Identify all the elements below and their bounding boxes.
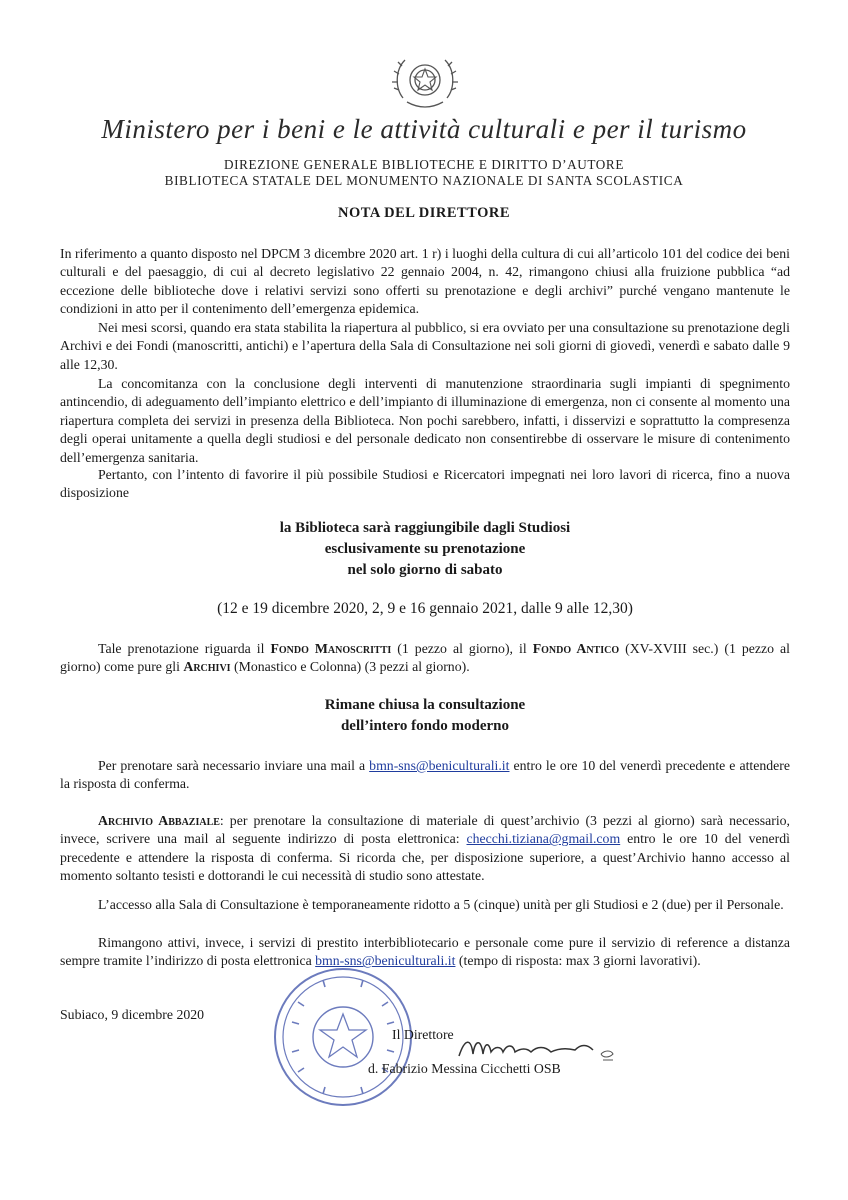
signer-name: d. Fabrizio Messina Cicchetti OSB	[368, 1061, 561, 1076]
text-span: (Monastico e Colonna) (3 pezzi al giorno).	[230, 659, 470, 675]
text-span: : per prenotare la consultazione di materiale di quest’archivio (3 pezzi al giorno) sarà necessario, invece, scrivere una mail al seguente indirizzo di posta elettronica:	[60, 813, 790, 847]
paragraph-previous-months: Nei mesi scorsi, quando era stata stabilita la riapertura al pubblico, si era ovviato per una consultazione su prenotazione degli Archivi e dei Fondi (manoscritti, antichi) e l’apertura della Sala di Consultazione nei soli giorni di giovedì, venerdì e sabato dalle 9 alle 12,30.	[60, 320, 790, 372]
email-link-bmn[interactable]: bmn-sns@beniculturali.it	[369, 758, 510, 773]
paragraph-dpcm: In riferimento a quanto disposto nel DPCM 3 dicembre 2020 art. 1 r) i luoghi della cultura di cui all’articolo 101 del codice dei beni culturali e del paesaggio, di cui al decreto legislativo 22 gennaio 2004, n. 42, rimangono chiusi alla fruizione pubblica “ad eccezione delle biblioteche dove i relativi servizi sono offerti su prenotazione e degli archivi” purché vengano mantenute le condizioni in atto per il contenimento dell’emergenza epidemica.	[60, 246, 790, 317]
announcement-line-2: esclusivamente su prenotazione	[324, 541, 526, 557]
text-span: entro le ore 10 del venerdì precedente e attendere la risposta di conferma. Si ricorda che, per disposizione superiore, a quest’Archivio hanno accesso al momento soltanto tesisti e dottorandi le cui necessità di studio sono attestate.	[60, 831, 790, 884]
paragraph-room-capacity: L’accesso alla Sala di Consultazione è temporaneamente ridotto a 5 (cinque) unità per gli Studiosi e 2 (due) per il Personale.	[98, 897, 784, 912]
closed-line-1: Rimane chiusa la consultazione	[324, 697, 526, 713]
paragraph-how-to-book	[60, 757, 790, 794]
document-title: NOTA DEL DIRETTORE	[337, 205, 511, 221]
direzione-line: DIREZIONE GENERALE BIBLIOTECHE E DIRITTO D’AUTORE	[224, 157, 624, 172]
text-span: Rimangono attivi, invece, i servizi di prestito interbibliotecario e personale come pure il servizio di reference a distanza sempre tramite l’indirizzo di posta elettronica	[60, 935, 790, 969]
paragraph-booking-scope	[60, 640, 790, 677]
signer-title: Il Direttore	[392, 1027, 454, 1042]
email-link-bmn-reference[interactable]: bmn-sns@beniculturali.it	[315, 953, 456, 969]
announcement-line-1: la Biblioteca sarà raggiungibile dagli Studiosi	[279, 520, 571, 536]
opening-dates: (12 e 19 dicembre 2020, 2, 9 e 16 gennaio 2021, dalle 9 alle 12,30)	[217, 600, 633, 617]
text-span: Tale prenotazione riguarda il	[98, 641, 271, 656]
text-span: entro le ore 10 del venerdì precedente e attendere la risposta di conferma.	[60, 758, 791, 792]
ministry-name: Ministero per i beni e le attività culturali e per il turismo	[101, 114, 747, 144]
closed-line-2: dell’intero fondo moderno	[340, 718, 510, 734]
biblioteca-line: BIBLIOTECA STATALE DEL MONUMENTO NAZIONALE DI SANTA SCOLASTICA	[164, 173, 684, 188]
email-link-checchi[interactable]: checchi.tiziana@gmail.com	[466, 831, 621, 847]
text-span: (tempo di risposta: max 3 giorni lavorativi).	[455, 953, 701, 969]
paragraph-archivio-abbaziale	[60, 812, 790, 886]
archivi-label: Archivi	[183, 659, 231, 675]
fondo-manoscritti-label: Fondo Manoscritti	[270, 641, 392, 656]
fondo-antico-label: Fondo Antico	[532, 641, 620, 656]
closed-notice	[60, 695, 790, 737]
paragraph-maintenance: La concomitanza con la conclusione degli interventi di manutenzione straordinaria sugli impianti di spegnimento antincendio, di adeguamento dell’impianto elettrico e dell’impianto di illuminazione di emergenza, non ci consente al momento una riapertura completa dei servizi in presenza della Biblioteca. Non pochi sarebbero, infatti, i disservizi e soprattutto la compresenza degli operai unitamente a quella degli studiosi e del personale dedicato non consentirebbe di osservare le misure di contenimento dell’emergenza sanitaria.	[60, 376, 790, 465]
announcement-block	[60, 518, 790, 581]
paragraph-other-services	[60, 934, 790, 971]
place-date: Subiaco, 9 dicembre 2020	[60, 1007, 205, 1022]
text-span: Per prenotare sarà necessario inviare una mail a	[98, 758, 370, 773]
announcement-line-3: nel solo giorno di sabato	[347, 562, 503, 578]
archivio-abbaziale-label: Archivio Abbaziale	[98, 813, 220, 828]
text-span: (1 pezzo al giorno), il	[391, 641, 533, 656]
paragraph-therefore: Pertanto, con l’intento di favorire il più possibile Studiosi e Ricercatori impegnati nei loro lavori di ricerca, fino a nuova disposizione	[60, 467, 790, 501]
republic-emblem-icon	[385, 40, 465, 120]
text-span: (XV-XVIII sec.) (1 pezzo al giorno) come pure gli	[60, 641, 790, 675]
